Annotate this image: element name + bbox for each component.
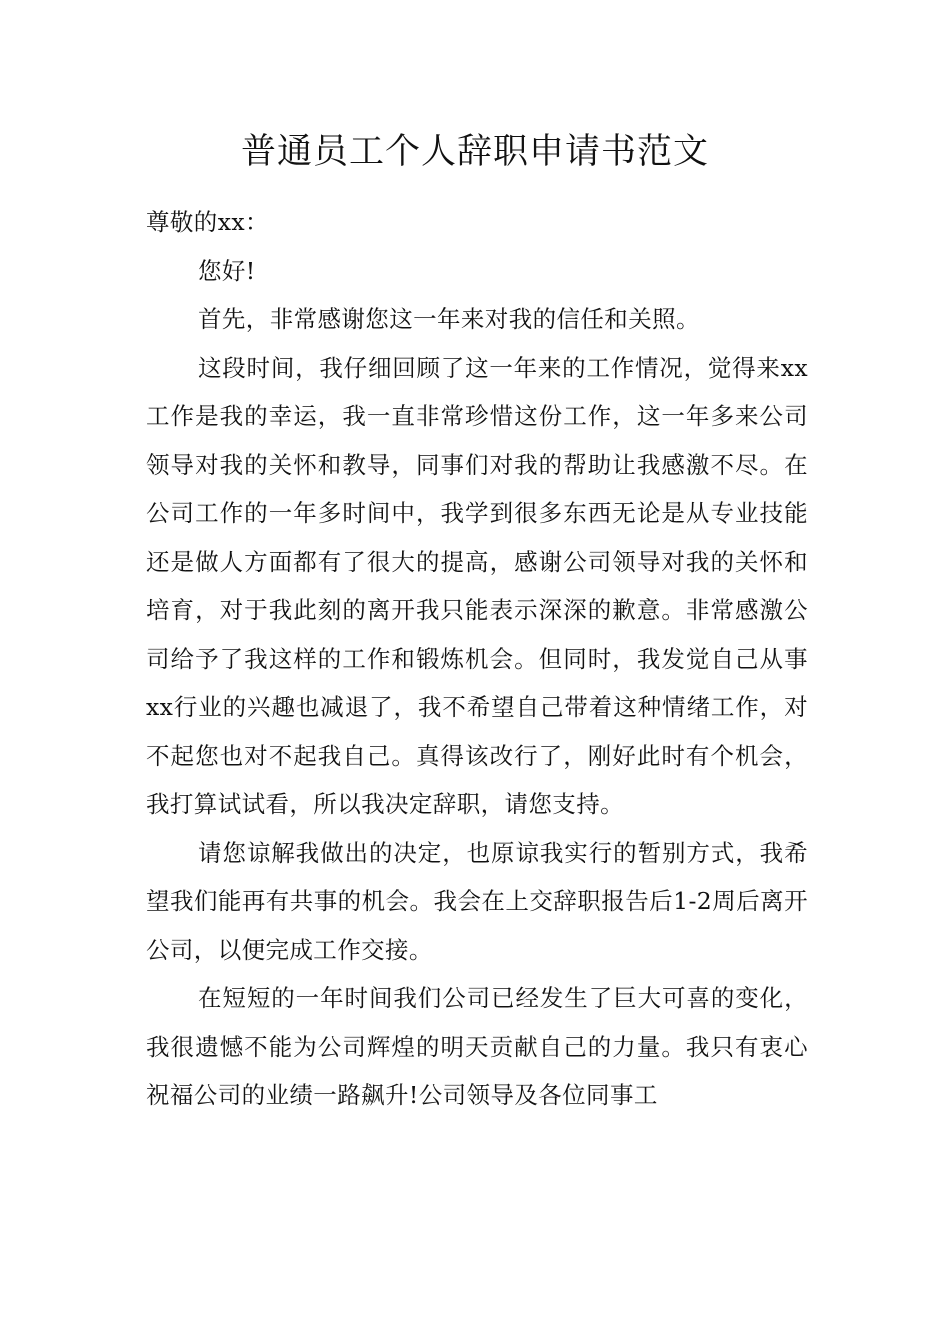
salutation: 尊敬的xx： <box>146 208 269 236</box>
greeting: 您好! <box>198 256 256 285</box>
paragraph-3: 请您谅解我做出的决定，也原谅我实行的暂别方式，我希望我们能再有共事的机会。我会在上交辞职报告后1-2周后离开公司，以便完成工作交接。 <box>146 838 808 964</box>
letter-body <box>146 198 808 1120</box>
paragraph-2: 这段时间，我仔细回顾了这一年来的工作情况，觉得来xx工作是我的幸运，我一直非常珍惜这份工作，这一年多来公司领导对我的关怀和教导，同事们对我的帮助让我感激不尽。在公司工作的一年多时间中，我学到很多东西无论是从专业技能还是做人方面都有了很大的提高，感谢公司领导对我的关怀和培育，对于我此刻的离开我只能表示深深的歉意。非常感激公司给予了我这样的工作和锻炼机会。但同时，我发觉自己从事xx行业的兴趣也减退了，我不希望自己带着这种情绪工作，对不起您也对不起我自己。真得该改行了，刚好此时有个机会，我打算试试看，所以我决定辞职，请您支持。 <box>146 353 808 818</box>
paragraph-1: 首先，非常感谢您这一年来对我的信任和关照。 <box>198 305 700 333</box>
document-title: 普通员工个人辞职申请书范文 <box>240 132 709 172</box>
paragraph-4: 在短短的一年时间我们公司已经发生了巨大可喜的变化，我很遗憾不能为公司辉煌的明天贡献自己的力量。我只有衷心祝福公司的业绩一路飙升!公司领导及各位同事工 <box>146 984 808 1109</box>
